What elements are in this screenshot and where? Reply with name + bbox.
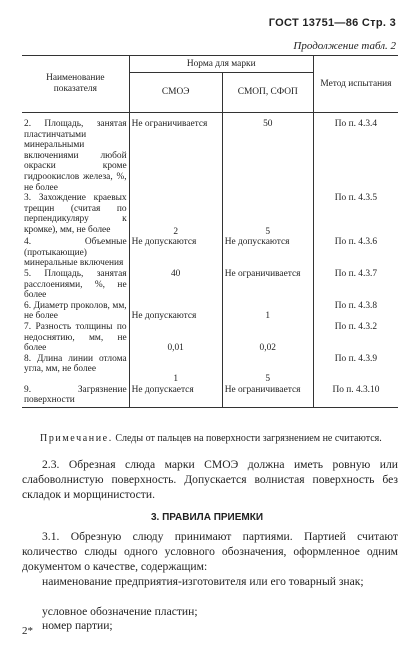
table-continuation-label: Продолжение табл. 2 xyxy=(293,40,396,52)
row-smop: 1 xyxy=(222,301,313,322)
section-title: 3. ПРАВИЛА ПРИЕМКИ xyxy=(150,512,264,523)
row-method: По п. 4.3.9 xyxy=(313,354,398,385)
row-smoe: 40 xyxy=(129,269,222,301)
table-row xyxy=(22,385,398,408)
table-row xyxy=(22,193,398,237)
row-smoe: Не допускается xyxy=(129,385,222,408)
note-text: Следы от пальцев на поверхности загрязнением не считаются. xyxy=(112,433,382,444)
row-name: 9. Загрязнение поверхности xyxy=(22,385,129,408)
row-smoe: 1 xyxy=(129,354,222,385)
row-smoe: 0,01 xyxy=(129,322,222,354)
specs-table xyxy=(22,55,398,408)
row-method: По п. 4.3.4 xyxy=(313,113,398,194)
page-mark: 2* xyxy=(22,625,33,637)
col-header-norm-group: Норма для марки xyxy=(129,56,313,73)
row-smoe: Не допускаются xyxy=(129,237,222,269)
table-row xyxy=(22,322,398,354)
row-smop: Не допускаются xyxy=(222,237,313,269)
row-smop: 0,02 xyxy=(222,322,313,354)
row-smop: 50 xyxy=(222,113,313,194)
row-method: По п. 4.3.6 xyxy=(313,237,398,269)
row-name: 3. Захождение краевых трещин (считая по перпендикуляру к кромке), мм, не более xyxy=(24,193,127,235)
paragraph-3-1: 3.1. Обрезную слюду принимают партиями. Партией считают количество слюды одного условного обозначения, оформленное одним документом о качестве, содержащим: xyxy=(22,530,398,573)
page-header: ГОСТ 13751—86 Стр. 3 xyxy=(268,17,396,29)
row-smop: 5 xyxy=(222,193,313,237)
row-smoe: 2 xyxy=(129,193,222,237)
row-smoe: Не допускаются xyxy=(129,301,222,322)
row-method: По п. 4.3.8 xyxy=(313,301,398,322)
list-item: условное обозначение пластин; xyxy=(42,605,198,618)
note-label: Примечание. xyxy=(40,433,113,444)
row-smop: Не ограничивается xyxy=(222,269,313,301)
table-row xyxy=(22,237,398,269)
row-method: По п. 4.3.10 xyxy=(313,385,398,408)
row-method: По п. 4.3.2 xyxy=(313,322,398,354)
row-smop: Не ограничивается xyxy=(222,385,313,408)
row-name: 5. Площадь, занятая расслоениями, %, не более xyxy=(24,268,127,301)
table-note xyxy=(40,433,395,445)
col-header-smoe: СМОЭ xyxy=(129,73,222,113)
list-item: наименование предприятия-изготовителя или его товарный знак; xyxy=(42,575,364,588)
table-row xyxy=(22,354,398,385)
row-smoe: Не ограничивается xyxy=(129,113,222,194)
col-header-method: Метод испытания xyxy=(313,56,398,113)
row-smop: 5 xyxy=(222,354,313,385)
row-name: 6. Диаметр проколов, мм, не более xyxy=(24,300,127,322)
row-name: 4. Объемные (протыкающие) минеральные включения xyxy=(24,237,127,269)
col-header-name: Наименование показателя xyxy=(22,56,129,113)
row-name: 7. Разность толщины по недоснятию, мм, не более xyxy=(24,321,127,354)
list-item: номер партии; xyxy=(42,619,113,632)
paragraph-2-3: 2.3. Обрезная слюда марки СМОЭ должна иметь ровную или слабоволнистую поверхность. Допускается волнистая поверхность без складок и морщинистости. xyxy=(22,458,398,501)
col-header-smop: СМОП, СФОП xyxy=(222,73,313,113)
row-method: По п. 4.3.7 xyxy=(313,269,398,301)
row-name: 8. Длина линии отлома угла, мм, не более xyxy=(24,353,127,375)
row-method: По п. 4.3.5 xyxy=(313,193,398,237)
table-row xyxy=(22,301,398,322)
table-row xyxy=(22,113,398,194)
row-name: 2. Площадь, занятая пластинчатыми минеральными включениями любой окраски кроме гидроокислов железа, %, не более xyxy=(24,119,127,193)
table-row xyxy=(22,269,398,301)
